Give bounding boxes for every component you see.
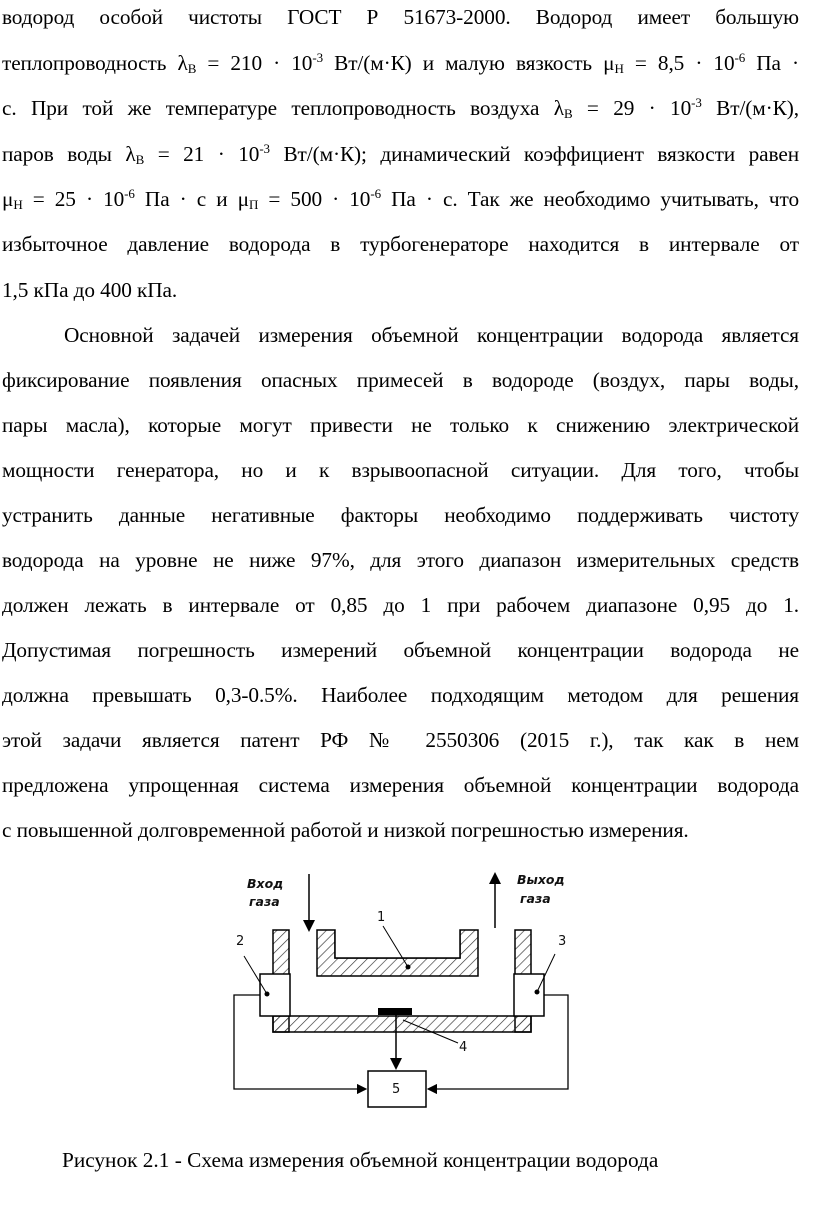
outlet-label-2: газа (520, 891, 551, 906)
superscript: -6 (370, 186, 381, 201)
text-line: пары масла), которые могут привести не только к снижению электрической (2, 413, 799, 437)
label-3: 3 (558, 934, 567, 949)
text-line: должен лежать в интервале от 0,85 до 1 при рабочем диапазоне 0,95 до 1. (2, 593, 799, 617)
text-line: Основной задачей измерения объемной концентрации водорода является (64, 323, 799, 347)
superscript: -3 (259, 141, 270, 156)
superscript: -3 (312, 50, 323, 65)
text-run: Вт/(м·К), (701, 96, 799, 120)
text-run: = 210 · 10 (196, 51, 313, 75)
measurement-scheme-figure (220, 868, 590, 1118)
figure-caption: Рисунок 2.1 - Схема измерения объемной концентрации водорода (62, 1148, 659, 1172)
text-line (2, 94, 799, 122)
text-run: 1,5 кПа до 400 кПа. (2, 278, 178, 302)
text-run: избыточное давление водорода в турбогенераторе находится в интервале от (2, 232, 799, 256)
text-line (2, 230, 799, 258)
chamber-1 (317, 926, 478, 976)
superscript: -3 (691, 95, 702, 110)
subscript: П (248, 197, 259, 212)
text-run: Вт/(м·К) и малую вязкость μ (322, 51, 615, 75)
text-run: Па · (745, 51, 800, 75)
label-1: 1 (377, 910, 386, 925)
text-line (2, 185, 799, 213)
text-line: предложена упрощенная система измерения объемной концентрации водорода (2, 773, 799, 797)
subscript: H (614, 61, 624, 76)
subscript: B (135, 152, 145, 167)
label-5: 5 (392, 1082, 401, 1097)
subscript: H (13, 197, 23, 212)
inlet-label-2: газа (249, 894, 280, 909)
text-run: теплопроводность λ (2, 51, 188, 75)
label-4: 4 (459, 1040, 468, 1055)
text-line (2, 276, 799, 304)
text-line: Допустимая погрешность измерений объемной концентрации водорода не (2, 638, 799, 662)
text-line: с повышенной долговременной работой и низкой погрешностью измерения. (2, 818, 689, 842)
text-line (2, 140, 799, 168)
text-run: с. При той же температуре теплопроводность воздуха λ (2, 96, 564, 120)
text-line: мощности генератора, но и к взрывоопасной ситуации. Для того, чтобы (2, 458, 799, 482)
text-run: водород особой чистоты ГОСТ Р 51673-2000. Водород имеет большую (2, 5, 799, 29)
text-run: паров воды λ (2, 142, 136, 166)
text-run: = 25 · 10 (22, 187, 125, 211)
text-line: устранить данные негативные факторы необходимо поддерживать чистоту (2, 503, 799, 527)
text-run: Вт/(м·К); динамический коэффициент вязкости равен (269, 142, 799, 166)
text-line (2, 3, 799, 31)
text-run: = 8,5 · 10 (623, 51, 735, 75)
superscript: -6 (734, 50, 746, 65)
text-line: водорода на уровне не ниже 97%, для этого диапазон измерительных средств (2, 548, 799, 572)
text-line (2, 49, 799, 77)
text-run: = 29 · 10 (572, 96, 692, 120)
subscript: B (187, 61, 197, 76)
text-run: = 500 · 10 (258, 187, 371, 211)
outlet-label: Выход (517, 872, 565, 887)
label-2: 2 (236, 934, 245, 949)
text-line: фиксирование появления опасных примесей в водороде (воздух, пары воды, (2, 368, 799, 392)
text-run: = 21 · 10 (144, 142, 260, 166)
inlet-label: Вход (247, 876, 284, 891)
superscript: -6 (124, 186, 135, 201)
subscript: B (563, 106, 573, 121)
text-run: Па · с и μ (134, 187, 249, 211)
text-line: этой задачи является патент РФ № 2550306 (2015 г.), так как в нем (2, 728, 799, 752)
text-run: Па · с. Так же необходимо учитывать, что (381, 187, 799, 211)
text-line: должна превышать 0,3-0.5%. Наиболее подходящим методом для решения (2, 683, 799, 707)
text-run: μ (2, 187, 14, 211)
